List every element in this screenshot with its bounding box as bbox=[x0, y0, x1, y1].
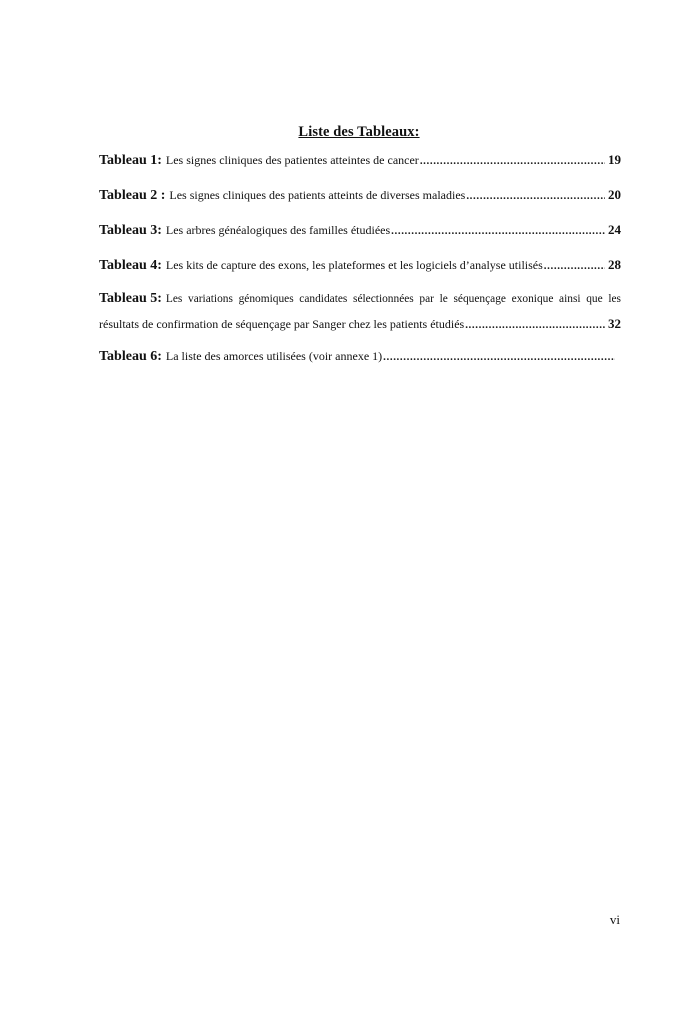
entry-page: 19 bbox=[608, 152, 621, 167]
dot-leader bbox=[544, 258, 605, 274]
dot-leader bbox=[420, 153, 605, 169]
entry-label: Tableau 5: bbox=[99, 291, 162, 306]
entry-label: Tableau 1: bbox=[99, 153, 162, 168]
page-number: vi bbox=[609, 912, 620, 927]
entry-text: Les arbres généalogiques des familles étudiées bbox=[165, 223, 391, 237]
entry-page: 20 bbox=[608, 187, 621, 202]
list-title: Liste des Tableaux: bbox=[298, 124, 420, 140]
entry-text: Les signes cliniques des patientes atteintes de cancer bbox=[165, 153, 419, 167]
dot-leader bbox=[466, 188, 605, 204]
list-item-tableau-4[interactable] bbox=[99, 257, 621, 274]
entry-text: Les signes cliniques des patients atteints de diverses maladies bbox=[169, 188, 466, 202]
entry-label: Tableau 6: bbox=[99, 349, 162, 364]
entry-label: Tableau 2 : bbox=[99, 188, 166, 203]
entry-label: Tableau 3: bbox=[99, 223, 162, 238]
entry-page: 32 bbox=[608, 316, 621, 331]
list-item-tableau-5[interactable] bbox=[99, 291, 621, 333]
list-item-tableau-2[interactable] bbox=[99, 187, 621, 204]
dot-leader bbox=[383, 349, 615, 365]
entry-page: 28 bbox=[608, 257, 621, 272]
dot-leader bbox=[465, 317, 605, 333]
entry-text-line-2: résultats de confirmation de séquençage par Sanger chez les patients étudiés bbox=[99, 317, 465, 331]
entry-text: La liste des amorces utilisées (voir annexe 1) bbox=[165, 349, 383, 363]
entry-label: Tableau 4: bbox=[99, 258, 162, 273]
entry-page: 24 bbox=[608, 222, 621, 237]
entry-text: Les kits de capture des exons, les plateformes et les logiciels d’analyse utilisés bbox=[165, 258, 543, 272]
list-item-tableau-6[interactable] bbox=[99, 348, 621, 365]
list-item-tableau-1[interactable] bbox=[99, 152, 621, 169]
dot-leader bbox=[391, 223, 605, 239]
entry-text-line-1: Les variations génomiques candidates sélectionnées par le séquençage exonique ainsi que les bbox=[165, 293, 621, 305]
list-item-tableau-3[interactable] bbox=[99, 222, 621, 239]
